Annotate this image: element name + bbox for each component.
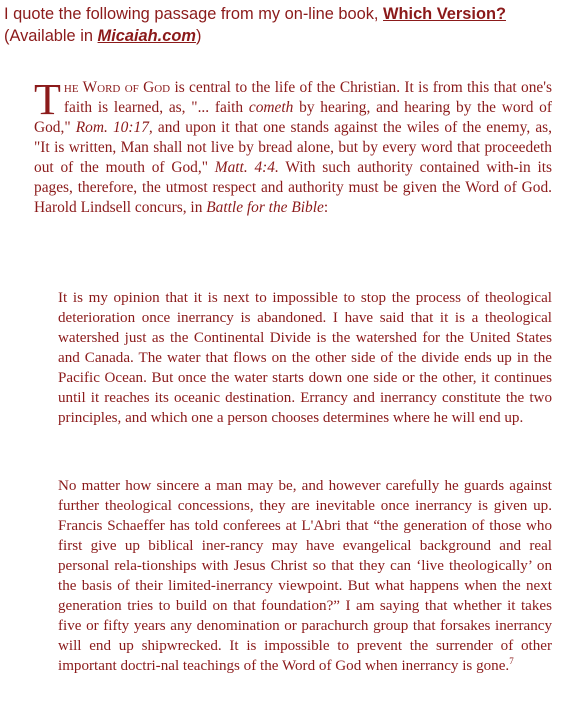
scripture-reference: Rom. 10:17, bbox=[75, 119, 153, 136]
intro-lead: I quote the following passage from my on-line book, bbox=[4, 5, 384, 23]
block-quote-2-text: No matter how sincere a man may be, and however carefully he guards against further theological concessions, they are inevitable once inerrancy is given up. Francis Schaeffer has told conferees at L'Abri that “the generation of those who first give up biblical iner-rancy may have evangelical background and real personal rela-tionships with Jesus Christ so that they can ‘live theologically’ on the basis of their limited-inerrancy viewpoint. But what happens when the next generation tries to build on that foundation?” I am saying that whether it takes five or fifty years any denomination or parachurch group that forsakes inerrancy will end up shipwrecked. It is impossible to prevent the surrender of other important doctri-nal teachings of the Word of God when inerrancy is gone. bbox=[58, 478, 552, 674]
block-quote-1: It is my opinion that it is next to impossible to stop the process of theological deterioration once inerrancy is abandoned. I have said that it is a theological watershed just as the Continental Divide is the watershed for the United States and Canada. The water that flows on the other side of the divide ends up in the Pacific Ocean. But once the water starts down one side or the other, it continues until it reaches its oceanic destination. Errancy and inerrancy constitute the two principles, and which one a person chooses determines where he will end up. bbox=[58, 290, 552, 426]
intro-available: (Available in bbox=[4, 27, 98, 45]
footnote-marker: 7 bbox=[509, 655, 514, 666]
excerpt-text: is central to the life of the Christian. It is from this that one's faith is learned, as, "... faith bbox=[63, 79, 552, 116]
micaiah-link[interactable]: Micaiah.com bbox=[97, 27, 196, 45]
excerpt-text: and upon it that one stands against the wiles of the enemy, as, "It is written, Man shall not live by bread alone, but by every word that proceedeth out of the mouth of God," bbox=[34, 119, 552, 176]
excerpt-cometh: cometh bbox=[248, 99, 294, 116]
excerpt-text: With such authority contained with-in its pages, therefore, the utmost respect and authority must be given the Word of God. Harold Lindsell concurs, in bbox=[34, 159, 552, 216]
book-excerpt bbox=[34, 75, 553, 218]
drop-cap: T bbox=[34, 75, 61, 124]
excerpt-text: by hearing, and hearing by the word of God," bbox=[34, 99, 553, 136]
intro-close-paren: ) bbox=[195, 27, 202, 45]
book-title: Battle for the Bible bbox=[206, 199, 324, 216]
which-version-link[interactable]: Which Version? bbox=[383, 5, 506, 23]
excerpt-text: : bbox=[323, 199, 329, 216]
block-quote-2 bbox=[58, 476, 552, 676]
scripture-reference: Matt. 4:4. bbox=[214, 159, 279, 176]
excerpt-lead-smallcaps: he Word of God bbox=[63, 79, 171, 96]
intro-text bbox=[4, 3, 582, 47]
